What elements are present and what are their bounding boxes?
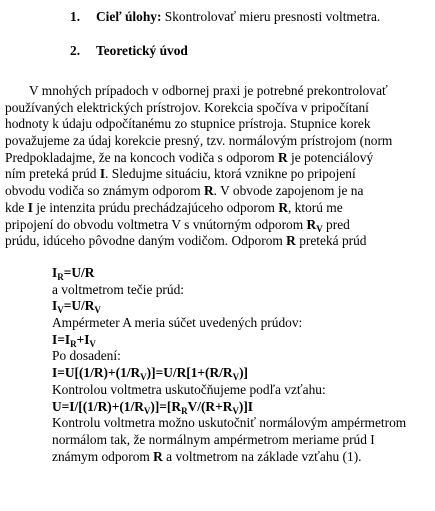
heading-title: Cieľ úlohy:: [96, 9, 162, 24]
text-line: Kontrolu voltmetra možno uskutočniť normálovým ampérmetrom: [52, 415, 407, 431]
paragraph-line: pripojení do obvodu voltmetra V s vnútorným odporom $R_V$ pred: [5, 216, 350, 234]
heading-number: 1.: [70, 9, 81, 24]
body-paragraph: [5, 83, 435, 250]
text-line: a voltmetrom tečie prúd:: [52, 281, 185, 297]
paragraph-line: ním preteká prúd I. Sledujme situáciu, ktorá vznikne po pripojení: [5, 166, 356, 182]
text-line: Ampérmeter A meria súčet uvedených prúdov:: [52, 315, 303, 331]
paragraph-line: kde I je intenzita prúdu prechádzajúceho odporom R, ktorú me: [5, 199, 343, 215]
formula-line: $I_R=U/R$: [52, 265, 95, 282]
paragraph-line: používaných elektrických prístrojov. Korekcia spočíva v pripočítaní: [5, 99, 369, 115]
paragraph-line: Predpokladajme, že na koncoch vodiča s odporom R je potenciálový: [5, 149, 374, 165]
text-line: normálom tak, že normálnym ampérmetrom meriame prúd I: [52, 431, 375, 447]
formula-line: $I_V=U/R_V$: [52, 298, 101, 316]
heading-theory: [70, 43, 188, 60]
heading-number: 2.: [70, 43, 81, 58]
text-line: Po dosadení:: [52, 348, 121, 364]
heading-title: Teoretický úvod: [96, 43, 188, 58]
text-line: Kontrolou voltmetra uskutočňujeme podľa vzťahu:: [52, 381, 326, 397]
heading-text: Skontrolovať mieru presnosti voltmetra.: [161, 9, 381, 24]
text-line: známym odporom R a voltmetrom na základe vzťahu (1).: [52, 448, 362, 464]
formula-line: $I=I_R+I_V$: [52, 331, 96, 349]
heading-goal: [70, 9, 380, 26]
formula-line: $I=U[(1/R)+(1/R_V)]=U/R[1+(R/R_V)]$: [52, 365, 248, 383]
paragraph-line: považujeme za údaj korekcie presný, tzv. normálovým prístrojom (norm: [5, 133, 393, 149]
paragraph-line: obvodu vodiča so známym odporom R. V obvode zapojenom je na: [5, 183, 364, 199]
formula-line: $U=I/[(1/R)+(1/R_V)]=[R_RV/(R+R_V)]I$: [52, 398, 254, 416]
formula-block: [52, 265, 435, 465]
paragraph-line: V mnohých prípadoch v odbornej praxi je potrebné prekontrolovať: [29, 83, 388, 98]
paragraph-line: prúdu, idúceho pôvodne daným vodičom. Odporom R preteká prúd: [5, 233, 367, 249]
paragraph-line: hodnoty k údaju odpočítanému zo stupnice prístroja. Stupnice korek: [5, 116, 371, 132]
